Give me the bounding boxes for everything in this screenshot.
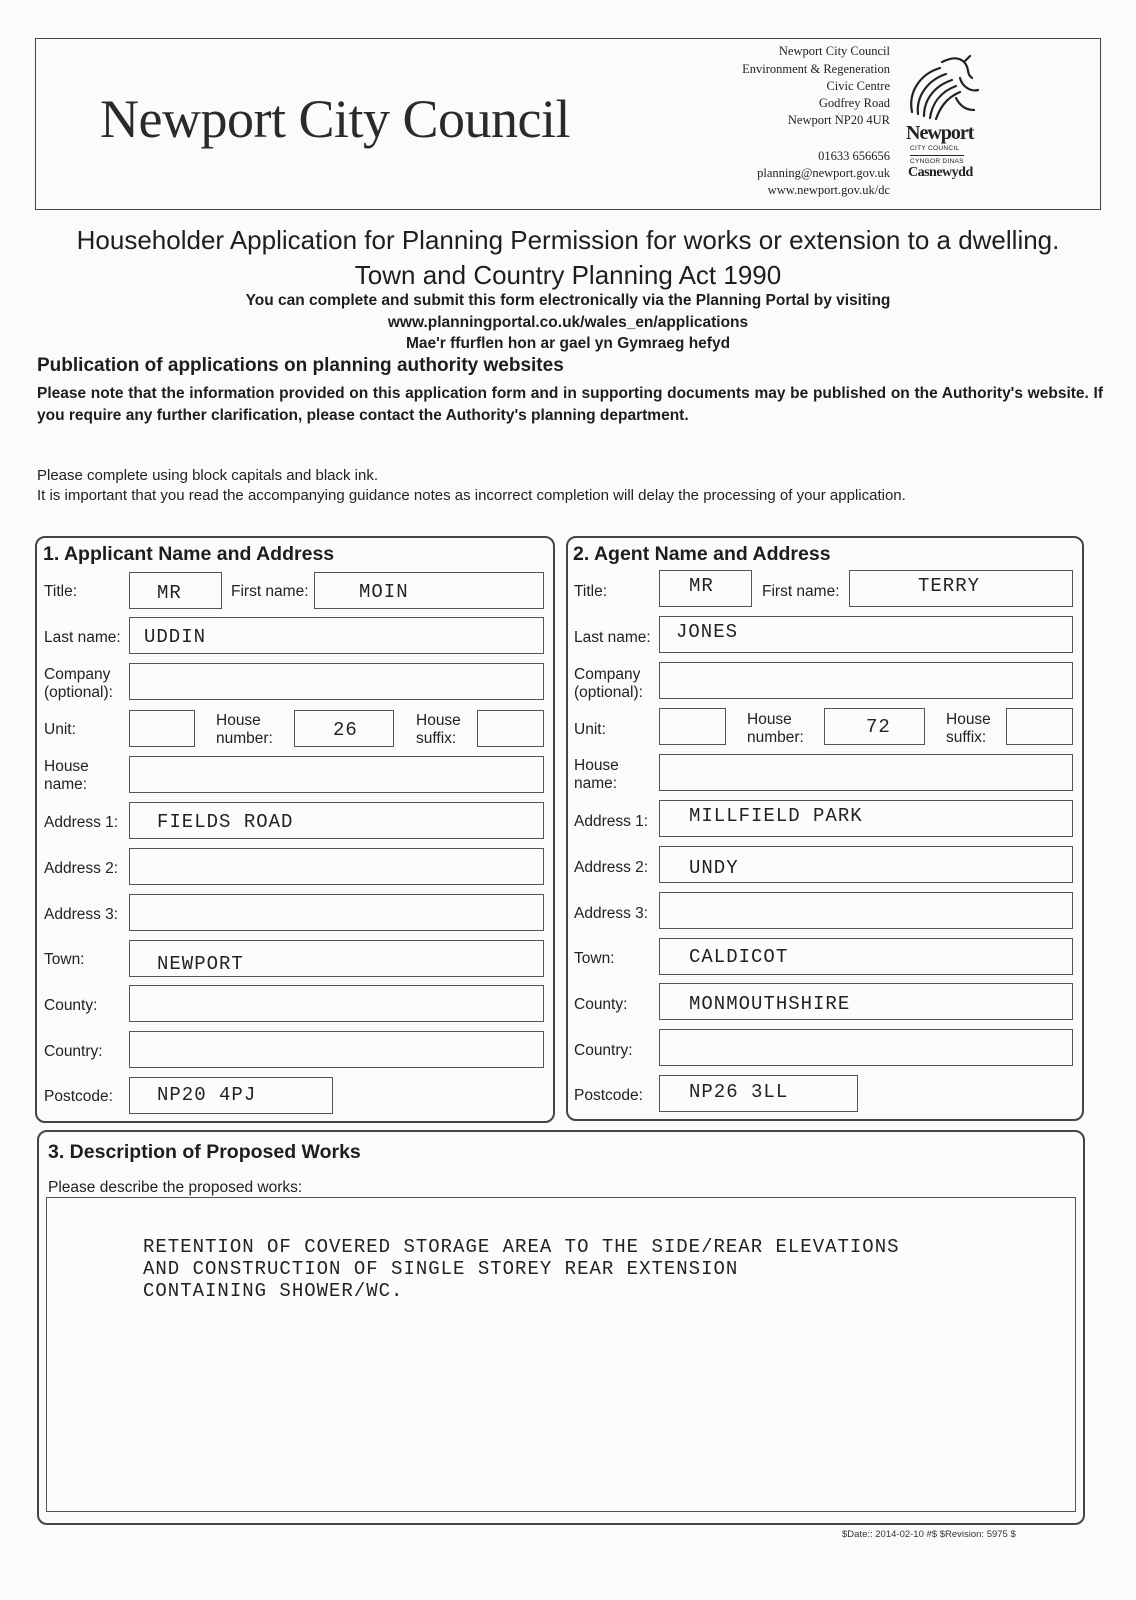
council-name: Newport City Council <box>100 89 570 149</box>
applicant-address2-field[interactable] <box>129 848 544 885</box>
agent-country-label: Country: <box>574 1042 633 1059</box>
agent-house-name-label-2: name: <box>574 775 618 792</box>
logo-line2: CITY COUNCIL <box>910 145 960 152</box>
portal-link[interactable]: www.planningportal.co.uk/wales_en/applications <box>387 314 749 331</box>
applicant-house-name-field[interactable] <box>129 756 544 793</box>
agent-last-name-value: JONES <box>676 621 739 643</box>
agent-house-suffix-label-1: House <box>946 711 991 728</box>
agent-house-number-label-1: House <box>747 711 792 728</box>
agent-house-number-label-2: number: <box>747 729 804 746</box>
contact-phone: 01633 656656 <box>818 149 890 163</box>
works-line-1: RETENTION OF COVERED STORAGE AREA TO THE SIDE/REAR ELEVATIONS <box>143 1236 900 1258</box>
form-subtitle: Town and Country Planning Act 1990 <box>354 260 782 290</box>
contact-email[interactable]: planning@newport.gov.uk <box>757 166 890 180</box>
applicant-first-name-value: MOIN <box>359 581 409 603</box>
applicant-postcode-value: NP20 4PJ <box>157 1084 257 1106</box>
works-prompt: Please describe the proposed works: <box>48 1179 303 1196</box>
agent-title-value: MR <box>689 575 714 597</box>
applicant-heading: 1. Applicant Name and Address <box>43 543 335 565</box>
applicant-first-name-field[interactable] <box>314 572 544 609</box>
applicant-company-field[interactable] <box>129 663 544 700</box>
contact-org: Newport City Council <box>778 44 890 58</box>
publication-heading: Publication of applications on planning authority websites <box>37 355 564 376</box>
agent-postcode-label: Postcode: <box>574 1087 643 1104</box>
applicant-address1-label: Address 1: <box>44 814 119 831</box>
agent-unit-field[interactable] <box>659 708 726 745</box>
agent-address3-label: Address 3: <box>574 905 649 922</box>
applicant-house-number-label-2: number: <box>216 730 273 747</box>
applicant-company-label-1: Company <box>44 666 111 683</box>
applicant-county-label: County: <box>44 997 98 1014</box>
logo-line4: Casnewydd <box>908 165 973 180</box>
works-line-2: AND CONSTRUCTION OF SINGLE STOREY REAR EXTENSION <box>143 1258 739 1280</box>
contact-street: Godfrey Road <box>818 96 890 110</box>
applicant-unit-field[interactable] <box>129 710 195 747</box>
agent-house-number-value: 72 <box>866 716 891 738</box>
applicant-last-name-label: Last name: <box>44 629 121 646</box>
applicant-house-suffix-label-2: suffix: <box>416 730 457 747</box>
applicant-house-number-label-1: House <box>216 712 261 729</box>
agent-heading: 2. Agent Name and Address <box>573 543 831 565</box>
applicant-address3-label: Address 3: <box>44 906 119 923</box>
agent-house-name-field[interactable] <box>659 754 1073 791</box>
applicant-address3-field[interactable] <box>129 894 544 931</box>
applicant-title-value: MR <box>157 582 182 604</box>
agent-last-name-label: Last name: <box>574 629 651 646</box>
agent-country-field[interactable] <box>659 1029 1073 1066</box>
agent-house-suffix-label-2: suffix: <box>946 729 987 746</box>
instruction-line1: Please complete using block capitals and black ink. <box>37 467 379 484</box>
agent-address2-label: Address 2: <box>574 859 649 876</box>
applicant-town-label: Town: <box>44 951 85 968</box>
instruction-line2: It is important that you read the accompanying guidance notes as incorrect completion will delay the processing of your application. <box>37 487 906 504</box>
agent-company-label-2: (optional): <box>574 684 643 701</box>
applicant-house-suffix-label-1: House <box>416 712 461 729</box>
agent-address2-value: UNDY <box>689 857 739 879</box>
applicant-house-number-value: 26 <box>333 719 358 741</box>
contact-building: Civic Centre <box>826 79 890 93</box>
agent-company-field[interactable] <box>659 662 1073 699</box>
works-heading: 3. Description of Proposed Works <box>48 1141 361 1163</box>
welsh-notice: Mae'r ffurflen hon ar gael yn Gymraeg hefyd <box>405 335 731 352</box>
applicant-postcode-label: Postcode: <box>44 1088 113 1105</box>
agent-unit-label: Unit: <box>574 721 606 738</box>
logo-divider <box>910 155 964 156</box>
applicant-title-label: Title: <box>44 583 78 600</box>
logo-line1: Newport <box>906 122 974 144</box>
griffin-icon <box>900 52 988 122</box>
council-logo <box>900 52 988 192</box>
agent-town-value: CALDICOT <box>689 946 789 968</box>
applicant-unit-label: Unit: <box>44 721 76 738</box>
agent-town-label: Town: <box>574 950 615 967</box>
applicant-company-label-2: (optional): <box>44 684 113 701</box>
applicant-address1-value: FIELDS ROAD <box>157 811 294 833</box>
agent-county-label: County: <box>574 996 628 1013</box>
applicant-country-label: Country: <box>44 1043 103 1060</box>
agent-address1-value: MILLFIELD PARK <box>689 805 863 827</box>
applicant-house-name-label-2: name: <box>44 776 88 793</box>
agent-house-suffix-field[interactable] <box>1006 708 1073 745</box>
agent-county-value: MONMOUTHSHIRE <box>689 993 851 1015</box>
contact-web[interactable]: www.newport.gov.uk/dc <box>767 183 890 197</box>
applicant-house-name-label-1: House <box>44 758 89 775</box>
agent-postcode-value: NP26 3LL <box>689 1081 789 1103</box>
agent-address1-label: Address 1: <box>574 813 649 830</box>
applicant-house-suffix-field[interactable] <box>477 710 544 747</box>
applicant-last-name-value: UDDIN <box>144 626 207 648</box>
contact-dept: Environment & Regeneration <box>742 62 890 76</box>
agent-company-label-1: Company <box>574 666 641 683</box>
applicant-town-value: NEWPORT <box>157 953 244 975</box>
applicant-address2-label: Address 2: <box>44 860 119 877</box>
portal-text: You can complete and submit this form electronically via the Planning Portal by visiting <box>245 292 891 309</box>
agent-title-label: Title: <box>574 583 608 600</box>
agent-address3-field[interactable] <box>659 892 1073 929</box>
agent-first-name-value: TERRY <box>918 575 981 597</box>
agent-house-name-label-1: House <box>574 757 619 774</box>
applicant-county-field[interactable] <box>129 985 544 1022</box>
logo-line3: CYNGOR DINAS <box>910 158 964 165</box>
publication-text: Please note that the information provided on this application form and in supporting documents may be published on the Authority's website. If you require any further clarification, please contact the Authority's planning department. <box>37 385 1103 424</box>
revision-stamp: $Date:: 2014-02-10 #$ $Revision: 5975 $ <box>842 1529 1016 1540</box>
agent-first-name-label: First name: <box>762 583 840 600</box>
applicant-first-name-label: First name: <box>231 583 309 600</box>
contact-city-postcode: Newport NP20 4UR <box>787 113 890 127</box>
form-title: Householder Application for Planning Permission for works or extension to a dwelling. <box>76 225 1060 255</box>
works-line-3: CONTAINING SHOWER/WC. <box>143 1280 404 1302</box>
applicant-country-field[interactable] <box>129 1031 544 1068</box>
